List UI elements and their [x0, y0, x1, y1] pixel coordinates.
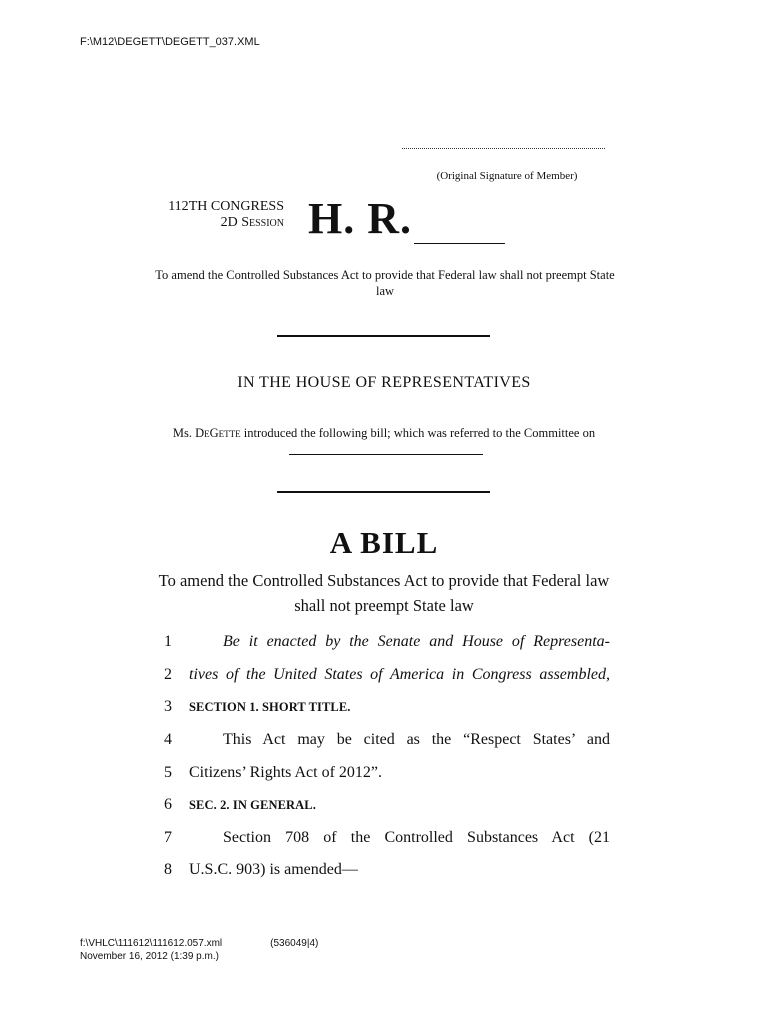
- congress-word: CONGRESS: [210, 199, 284, 214]
- short-description: To amend the Controlled Substances Act to provide that Federal law shall not preempt State law: [155, 268, 615, 298]
- bill-line: [160, 696, 610, 718]
- sponsor-prefix: Ms.: [172, 426, 192, 440]
- congress-number: 112: [168, 199, 189, 214]
- footer-timestamp: November 16, 2012 (1:39 p.m.): [80, 951, 219, 962]
- congress-suffix: TH: [188, 199, 208, 214]
- section-text: Citizens’ Rights Act of 2012”.: [189, 764, 383, 781]
- enacting-clause: Be it enacted by the Senate and House of Representa-: [223, 633, 610, 650]
- chamber-heading: IN THE HOUSE OF REPRESENTATIVES: [237, 374, 531, 391]
- bill-number-blank: [414, 243, 505, 244]
- divider-rule: [277, 335, 490, 337]
- bill-line: [160, 729, 610, 751]
- line-number: 8: [164, 861, 172, 878]
- page-footer: [80, 937, 318, 963]
- section-text: Section 708 of the Controlled Substances Act (21: [223, 829, 610, 846]
- bill-line: [160, 664, 610, 686]
- line-number: 7: [164, 829, 172, 846]
- introduction-text: introduced the following bill; which was referred to the Committee on: [243, 426, 596, 440]
- bill-designation: H. R.: [308, 194, 412, 243]
- line-number: 5: [164, 764, 172, 781]
- section-heading: SECTION 1. SHORT TITLE.: [189, 700, 351, 714]
- committee-blank: [289, 454, 483, 455]
- bill-line: [160, 794, 610, 816]
- bill-line: [160, 827, 610, 849]
- line-number: 2: [164, 666, 172, 683]
- line-number: 4: [164, 731, 172, 748]
- session-line: [150, 215, 284, 231]
- bill-line: [160, 859, 610, 881]
- footer-path: f:\VHLC\111612\111612.057.xml: [80, 938, 223, 949]
- bill-line: [160, 762, 610, 784]
- sponsor-name: DeGette: [195, 426, 241, 440]
- divider-rule: [277, 491, 490, 493]
- long-title: To amend the Controlled Substances Act to provide that Federal law shall not preempt State law: [158, 571, 610, 615]
- footer-code: (536049|4): [270, 938, 319, 949]
- signature-label: (Original Signature of Member): [436, 170, 578, 182]
- signature-line: [402, 148, 605, 149]
- file-path-header: F:\M12\DEGETT\DEGETT_037.XML: [80, 36, 260, 48]
- introduction-statement: [160, 425, 608, 457]
- line-number: 6: [164, 796, 172, 813]
- bill-heading: A BILL: [329, 525, 439, 560]
- section-text: This Act may be cited as the “Respect States’ and: [223, 731, 610, 748]
- line-number: 1: [164, 633, 172, 650]
- congress-session-block: [150, 199, 284, 231]
- section-text: U.S.C. 903) is amended—: [189, 861, 358, 878]
- line-number: 3: [164, 698, 172, 715]
- session-suffix: D: [227, 215, 238, 230]
- bill-line: [160, 631, 610, 653]
- congress-line: [150, 199, 284, 215]
- session-word: Session: [241, 215, 284, 230]
- section-heading: SEC. 2. IN GENERAL.: [189, 798, 316, 812]
- session-number: 2: [220, 215, 228, 230]
- enacting-clause: tives of the United States of America in Congress assembled,: [189, 666, 610, 683]
